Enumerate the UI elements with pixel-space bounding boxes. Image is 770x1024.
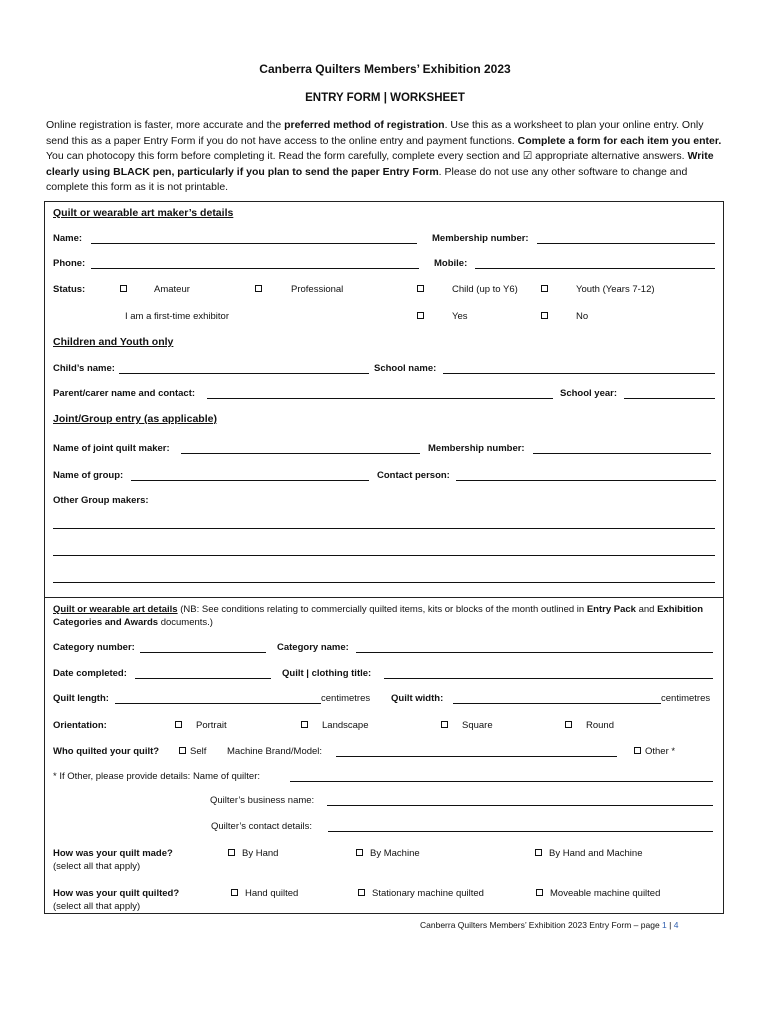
first-time-label: I am a first-time exhibitor bbox=[125, 311, 229, 322]
quilt-title-label: Quilt | clothing title: bbox=[282, 668, 372, 679]
intro-bold-1: preferred method of registration bbox=[284, 119, 445, 131]
business-name-field[interactable] bbox=[327, 805, 713, 806]
quilt-heading-note-bold-2: Exhibition Categories and Awards bbox=[53, 604, 704, 628]
school-year-label: School year: bbox=[560, 388, 618, 399]
membership-field[interactable] bbox=[537, 243, 715, 244]
other-makers-line-2[interactable] bbox=[53, 555, 715, 556]
intro-text-2: . Use this as a worksheet to plan your online entry. Only send this as a paper Entry Form if you do not have access to the online entry and payment functions. bbox=[46, 119, 704, 147]
how-made-label: How was your quilt made? bbox=[53, 848, 173, 859]
first-time-no-label: No bbox=[576, 311, 589, 322]
round-checkbox[interactable] bbox=[565, 721, 572, 728]
joint-maker-field[interactable] bbox=[181, 453, 420, 454]
other-makers-label: Other Group makers: bbox=[53, 495, 149, 506]
amateur-label: Amateur bbox=[154, 284, 190, 295]
group-name-label: Name of group: bbox=[53, 470, 124, 481]
phone-label: Phone: bbox=[53, 258, 86, 269]
other-makers-line-1[interactable] bbox=[53, 528, 715, 529]
date-completed-label: Date completed: bbox=[53, 668, 127, 679]
professional-checkbox[interactable] bbox=[255, 285, 262, 292]
quilt-heading-title: Quilt or wearable art details bbox=[53, 604, 178, 615]
other-makers-line-3[interactable] bbox=[53, 582, 715, 583]
portrait-checkbox[interactable] bbox=[175, 721, 182, 728]
first-time-yes-label: Yes bbox=[452, 311, 468, 322]
joint-membership-field[interactable] bbox=[533, 453, 711, 454]
landscape-checkbox[interactable] bbox=[301, 721, 308, 728]
hand-quilted-label: Hand quilted bbox=[245, 888, 299, 899]
amateur-checkbox[interactable] bbox=[120, 285, 127, 292]
group-name-field[interactable] bbox=[131, 480, 369, 481]
child-name-field[interactable] bbox=[119, 373, 369, 374]
stationary-machine-checkbox[interactable] bbox=[358, 889, 365, 896]
who-quilted-label: Who quilted your quilt? bbox=[53, 746, 160, 757]
business-name-label: Quilter’s business name: bbox=[210, 795, 315, 806]
portrait-label: Portrait bbox=[196, 720, 227, 731]
round-label: Round bbox=[586, 720, 614, 731]
name-label: Name: bbox=[53, 233, 83, 244]
status-label: Status: bbox=[53, 284, 86, 295]
first-time-no-checkbox[interactable] bbox=[541, 312, 548, 319]
professional-label: Professional bbox=[291, 284, 344, 295]
child-checkbox[interactable] bbox=[417, 285, 424, 292]
page-footer bbox=[420, 920, 678, 930]
square-label: Square bbox=[462, 720, 493, 731]
school-name-label: School name: bbox=[374, 363, 437, 374]
hand-quilted-checkbox[interactable] bbox=[231, 889, 238, 896]
child-name-label: Child’s name: bbox=[53, 363, 115, 374]
phone-field[interactable] bbox=[91, 268, 419, 269]
landscape-label: Landscape bbox=[322, 720, 369, 731]
how-quilted-hint: (select all that apply) bbox=[53, 901, 141, 912]
category-number-label: Category number: bbox=[53, 642, 135, 653]
quilt-heading-note-bold-1: Entry Pack bbox=[586, 604, 636, 615]
name-field[interactable] bbox=[91, 243, 417, 244]
quilt-title-field[interactable] bbox=[384, 678, 713, 679]
youth-checkbox[interactable] bbox=[541, 285, 548, 292]
membership-label: Membership number: bbox=[432, 233, 529, 244]
youth-label: Youth (Years 7-12) bbox=[576, 284, 655, 295]
child-label: Child (up to Y6) bbox=[452, 284, 518, 295]
quilter-name-field[interactable] bbox=[290, 781, 713, 782]
maker-details-section bbox=[44, 201, 724, 598]
quilt-length-field[interactable] bbox=[115, 703, 321, 704]
quilt-heading-note-1: (NB: See conditions relating to commercially quilted items, kits or blocks of the month outlined in bbox=[177, 604, 587, 615]
parent-label: Parent/carer name and contact: bbox=[53, 388, 196, 399]
intro-text-3: You can photocopy this form before completing it. Read the form carefully, complete every section and ☑ appropriate alternative answers. bbox=[46, 150, 688, 162]
date-completed-field[interactable] bbox=[135, 678, 271, 679]
by-machine-checkbox[interactable] bbox=[356, 849, 363, 856]
form-subtitle: ENTRY FORM | WORKSHEET bbox=[305, 92, 465, 104]
category-number-field[interactable] bbox=[140, 652, 266, 653]
page-number: 1 bbox=[662, 920, 667, 930]
orientation-label: Orientation: bbox=[53, 720, 107, 731]
by-hand-label: By Hand bbox=[242, 848, 279, 859]
how-made-hint: (select all that apply) bbox=[53, 861, 141, 872]
joint-maker-label: Name of joint quilt maker: bbox=[53, 443, 170, 454]
first-time-yes-checkbox[interactable] bbox=[417, 312, 424, 319]
mobile-label: Mobile: bbox=[434, 258, 468, 269]
category-name-field[interactable] bbox=[356, 652, 713, 653]
other-quilter-label: Other * bbox=[645, 746, 676, 757]
mobile-field[interactable] bbox=[475, 268, 715, 269]
parent-field[interactable] bbox=[207, 398, 553, 399]
quilt-heading-note-2: and bbox=[635, 604, 658, 615]
by-machine-label: By Machine bbox=[370, 848, 420, 859]
machine-brand-field[interactable] bbox=[336, 756, 617, 757]
quilt-width-field[interactable] bbox=[453, 703, 661, 704]
footer-text: Canberra Quilters Members’ Exhibition 2023 Entry Form – page bbox=[420, 920, 663, 930]
quilter-contact-label: Quilter’s contact details: bbox=[211, 821, 313, 832]
joint-heading: Joint/Group entry (as applicable) bbox=[53, 413, 217, 425]
children-heading: Children and Youth only bbox=[53, 336, 174, 348]
length-unit: centimetres bbox=[321, 693, 371, 704]
moveable-machine-label: Moveable machine quilted bbox=[550, 888, 661, 899]
quilt-length-label: Quilt length: bbox=[53, 693, 109, 704]
moveable-machine-checkbox[interactable] bbox=[536, 889, 543, 896]
square-checkbox[interactable] bbox=[441, 721, 448, 728]
page-separator: | bbox=[666, 920, 674, 930]
maker-heading: Quilt or wearable art maker’s details bbox=[53, 207, 234, 219]
stationary-machine-label: Stationary machine quilted bbox=[372, 888, 484, 899]
page-total: 4 bbox=[673, 920, 679, 930]
quilt-width-label: Quilt width: bbox=[391, 693, 444, 704]
intro-bold-2: Complete a form for each item you enter. bbox=[517, 134, 722, 147]
quilt-details-section bbox=[44, 597, 724, 914]
page-title: Canberra Quilters Members’ Exhibition 2023 bbox=[259, 62, 511, 76]
joint-membership-label: Membership number: bbox=[428, 443, 525, 454]
intro-text-1: Online registration is faster, more accurate and the bbox=[46, 119, 285, 131]
intro-bold-3: Write clearly using BLACK pen, particularly if you plan to send the paper Entry Form bbox=[46, 150, 714, 178]
other-details-label: * If Other, please provide details: Name of quilter: bbox=[53, 771, 260, 782]
intro-paragraph bbox=[46, 118, 722, 196]
how-quilted-label: How was your quilt quilted? bbox=[53, 888, 180, 899]
self-checkbox[interactable] bbox=[179, 747, 186, 754]
self-label: Self bbox=[190, 746, 207, 757]
school-year-field[interactable] bbox=[624, 398, 715, 399]
contact-person-field[interactable] bbox=[456, 480, 716, 481]
machine-brand-label: Machine Brand/Model: bbox=[227, 746, 323, 757]
by-hand-and-machine-label: By Hand and Machine bbox=[549, 848, 643, 859]
by-hand-checkbox[interactable] bbox=[228, 849, 235, 856]
category-name-label: Category name: bbox=[277, 642, 349, 653]
quilt-heading-note-3: documents.) bbox=[158, 617, 213, 628]
quilter-contact-field[interactable] bbox=[328, 831, 713, 832]
quilt-heading bbox=[53, 603, 717, 629]
other-quilter-checkbox[interactable] bbox=[634, 747, 641, 754]
intro-text-4: . Please do not use any other software to change and complete this form as it is not printable. bbox=[46, 165, 688, 193]
by-hand-and-machine-checkbox[interactable] bbox=[535, 849, 542, 856]
width-unit: centimetres bbox=[661, 693, 711, 704]
contact-person-label: Contact person: bbox=[377, 470, 450, 481]
school-name-field[interactable] bbox=[443, 373, 715, 374]
